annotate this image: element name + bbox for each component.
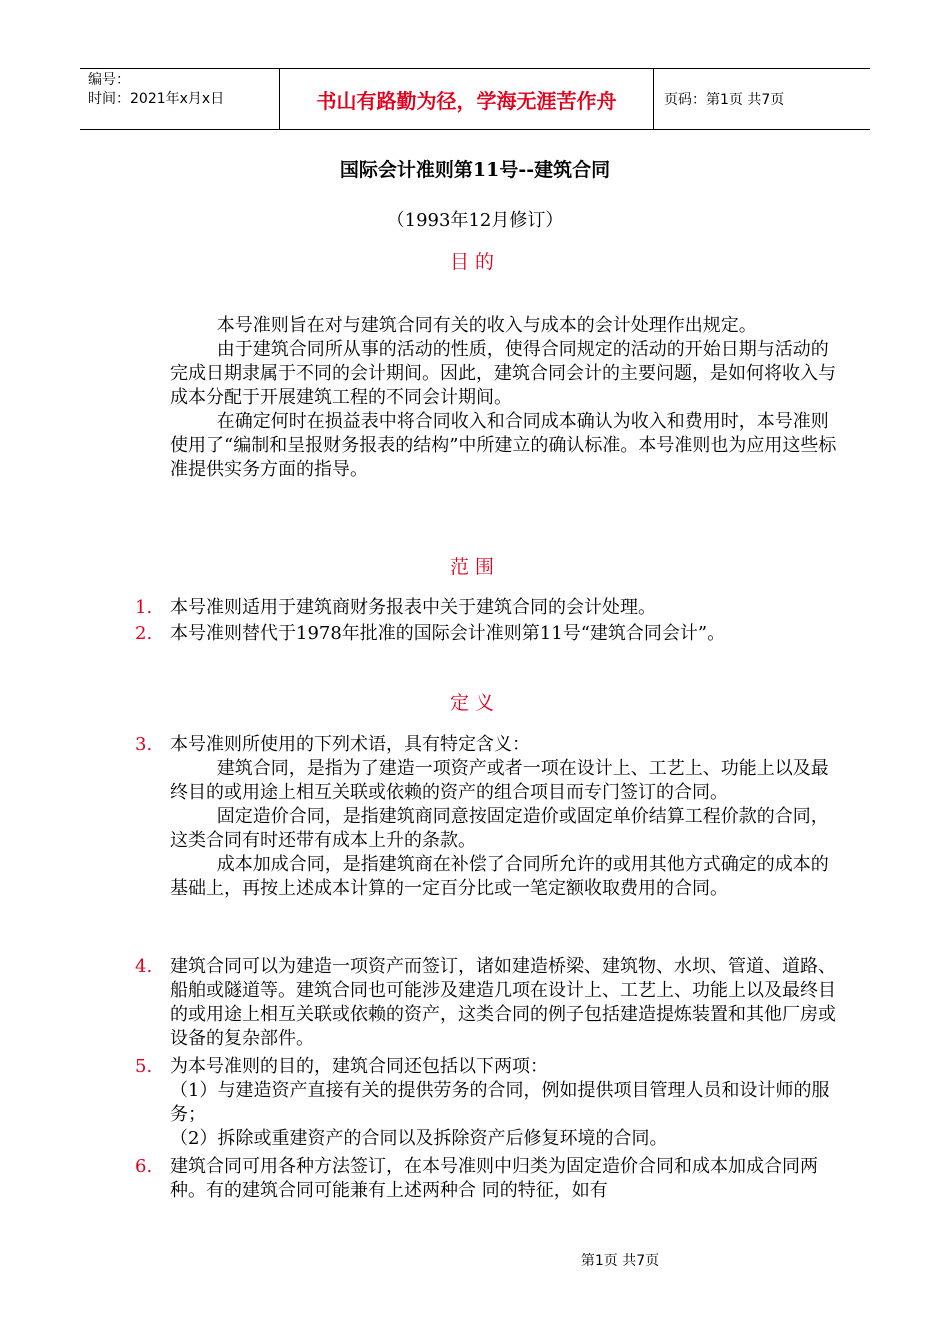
document-title: 国际会计准则第11号--建筑合同	[339, 159, 611, 181]
item-number: 2.	[135, 623, 153, 644]
list-item	[135, 622, 840, 646]
page-footer: 第1页 共7页	[580, 1253, 660, 1269]
item-text: 本号准则替代于1978年批准的国际会计准则第11号“建筑合同会计”。	[170, 623, 726, 644]
sub-item: （2）拆除或重建资产的合同以及拆除资产后修复环境的合同。	[170, 1128, 668, 1149]
item-number: 1.	[135, 597, 153, 618]
purpose-paragraph: 在确定何时在损益表中将合同收入和合同成本确认为收入和费用时，本号准则使用了“编制和呈报财务报表的结构”中所建立的确认标准。本号准则也为应用这些标准提供实务方面的指导。	[170, 411, 837, 480]
header-left-cell	[80, 69, 280, 129]
list-item	[135, 596, 840, 620]
item-text: 建筑合同可用各种方法签订，在本号准则中归类为固定造价合同和成本加成合同两种。有的建筑合同可能兼有上述两种合 同的特征，如有	[170, 1156, 818, 1201]
list-item	[135, 1055, 840, 1079]
item-text: 建筑合同可以为建造一项资产而签订，诸如建造桥梁、建筑物、水坝、管道、道路、船舶或隧道等。建筑合同也可能涉及建造几项在设计上、工艺上、功能上以及最终目的或用途上相互关联或依赖的资产，这类合同的例子包括建造提炼装置和其他厂房或设备的复杂部件。	[170, 956, 836, 1049]
section-scope: 范围	[449, 556, 500, 578]
purpose-paragraph: 由于建筑合同所从事的活动的性质，使得合同规定的活动的开始日期与活动的完成日期隶属于不同的会计期间。因此，建筑合同会计的主要问题，是如何将收入与成本分配于开展建筑工程的不同会计期间。	[170, 339, 836, 408]
header-table	[80, 68, 870, 130]
purpose-paragraph: 本号准则旨在对与建筑合同有关的收入与成本的会计处理作出规定。	[216, 315, 757, 336]
definition-paragraph: 成本加成合同，是指建筑商在补偿了合同所允许的或用其他方式确定的成本的基础上，再按上述成本计算的一定百分比或一笔定额收取费用的合同。	[170, 854, 829, 899]
purpose-body	[170, 314, 840, 482]
motto: 书山有路勤为径，学海无涯苦作舟	[280, 69, 654, 129]
definition-paragraph: 固定造价合同，是指建筑商同意按固定造价或固定单价结算工程价款的合同，这类合同有时还带有成本上升的条款。	[170, 806, 829, 851]
definition-paragraph: 建筑合同，是指为了建造一项资产或者一项在设计上、工艺上、功能上以及最终目的或用途上相互关联或依赖的资产的组合项目而专门签订的合同。	[170, 758, 829, 803]
sub-item: （1）与建造资产直接有关的提供劳务的合同，例如提供项目管理人员和设计师的服务；	[170, 1080, 830, 1125]
list-item	[135, 733, 840, 757]
section-purpose: 目的	[449, 251, 500, 273]
item5-subitems	[170, 1079, 840, 1151]
item-number: 6.	[135, 1156, 153, 1177]
item-text: 为本号准则的目的，建筑合同还包括以下两项：	[170, 1056, 548, 1077]
list-item	[135, 955, 840, 1051]
date-line: 时间：2021年x月x日	[88, 91, 225, 107]
item-number: 5.	[135, 1056, 153, 1077]
item-number: 3.	[135, 734, 153, 755]
code-label: 编号：	[88, 72, 130, 88]
item-text: 本号准则所使用的下列术语，具有特定含义：	[170, 734, 530, 755]
item-number: 4.	[135, 956, 153, 977]
list-item	[135, 1155, 840, 1203]
document-subtitle: （1993年12月修订）	[386, 210, 564, 231]
page-info: 页码：第1页 共7页	[664, 92, 785, 108]
definitions-body	[170, 757, 840, 901]
item-text: 本号准则适用于建筑商财务报表中关于建筑合同的会计处理。	[170, 597, 656, 618]
section-definitions: 定义	[449, 692, 500, 714]
